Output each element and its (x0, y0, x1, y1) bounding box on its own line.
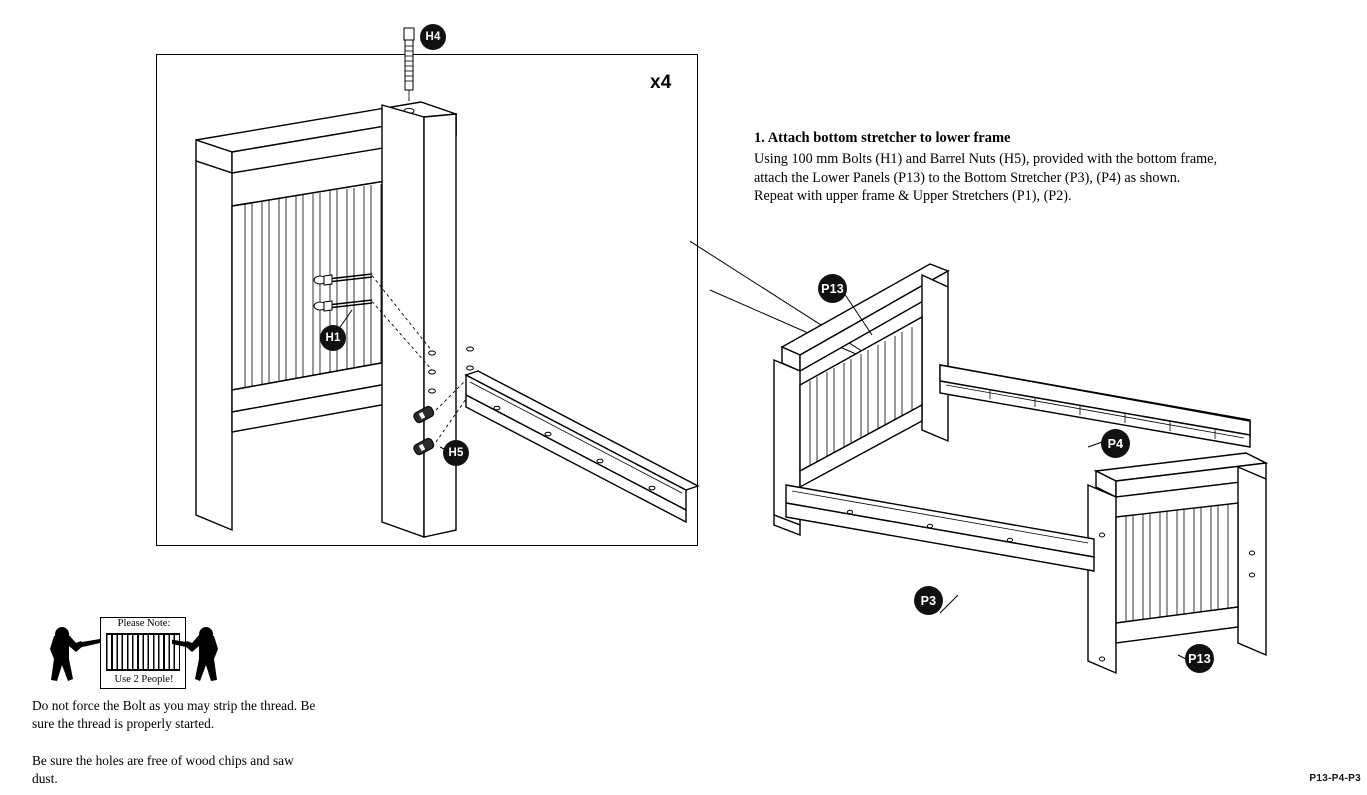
quantity-multiplier-label: x4 (650, 72, 672, 93)
bed-assembly-illustration (690, 235, 1310, 795)
instruction-text-block (754, 130, 1284, 206)
warning-text-1: Do not force the Bolt as you may strip the thread. Be sure the thread is properly started. (32, 698, 316, 731)
warning-text-2: Be sure the holes are free of wood chips and saw dust. (32, 753, 294, 786)
person-left-icon (32, 619, 102, 691)
instruction-body (754, 150, 1284, 206)
stretcher-p3 (786, 485, 1094, 571)
bolt-h4-graphic (404, 28, 414, 107)
document-corner-code: P13-P4-P3 (1309, 773, 1361, 784)
note-panel-slats (106, 633, 180, 671)
instruction-line-2: attach the Lower Panels (P13) to the Bottom Stretcher (P3), (P4) as shown. (754, 169, 1181, 186)
instruction-line-1: Using 100 mm Bolts (H1) and Barrel Nuts (H5), provided with the bottom frame, (754, 151, 1217, 167)
callout-h5: H5 (443, 440, 469, 466)
person-right-icon (172, 619, 242, 691)
callout-h4: H4 (420, 24, 446, 50)
detail-panel-illustration (0, 10, 740, 590)
note-subtitle: Use 2 People! (114, 674, 174, 685)
bottom-stretcher-graphic (466, 371, 698, 522)
callout-p13-top: P13 (818, 274, 847, 303)
footboard-near (1088, 453, 1266, 673)
instruction-title: 1. Attach bottom stretcher to lower frame (754, 130, 1011, 146)
callout-p4: P4 (1101, 429, 1130, 458)
note-title: Please Note: (117, 618, 171, 629)
callout-h1: H1 (320, 325, 346, 351)
instruction-line-3: Repeat with upper frame & Upper Stretchers (P1), (P2). (754, 188, 1072, 205)
please-note-graphic (32, 617, 204, 689)
stretcher-p4 (940, 365, 1250, 447)
callout-p3: P3 (914, 586, 943, 615)
headboard-panel-graphic (196, 102, 473, 537)
callout-p13-bottom: P13 (1185, 644, 1214, 673)
